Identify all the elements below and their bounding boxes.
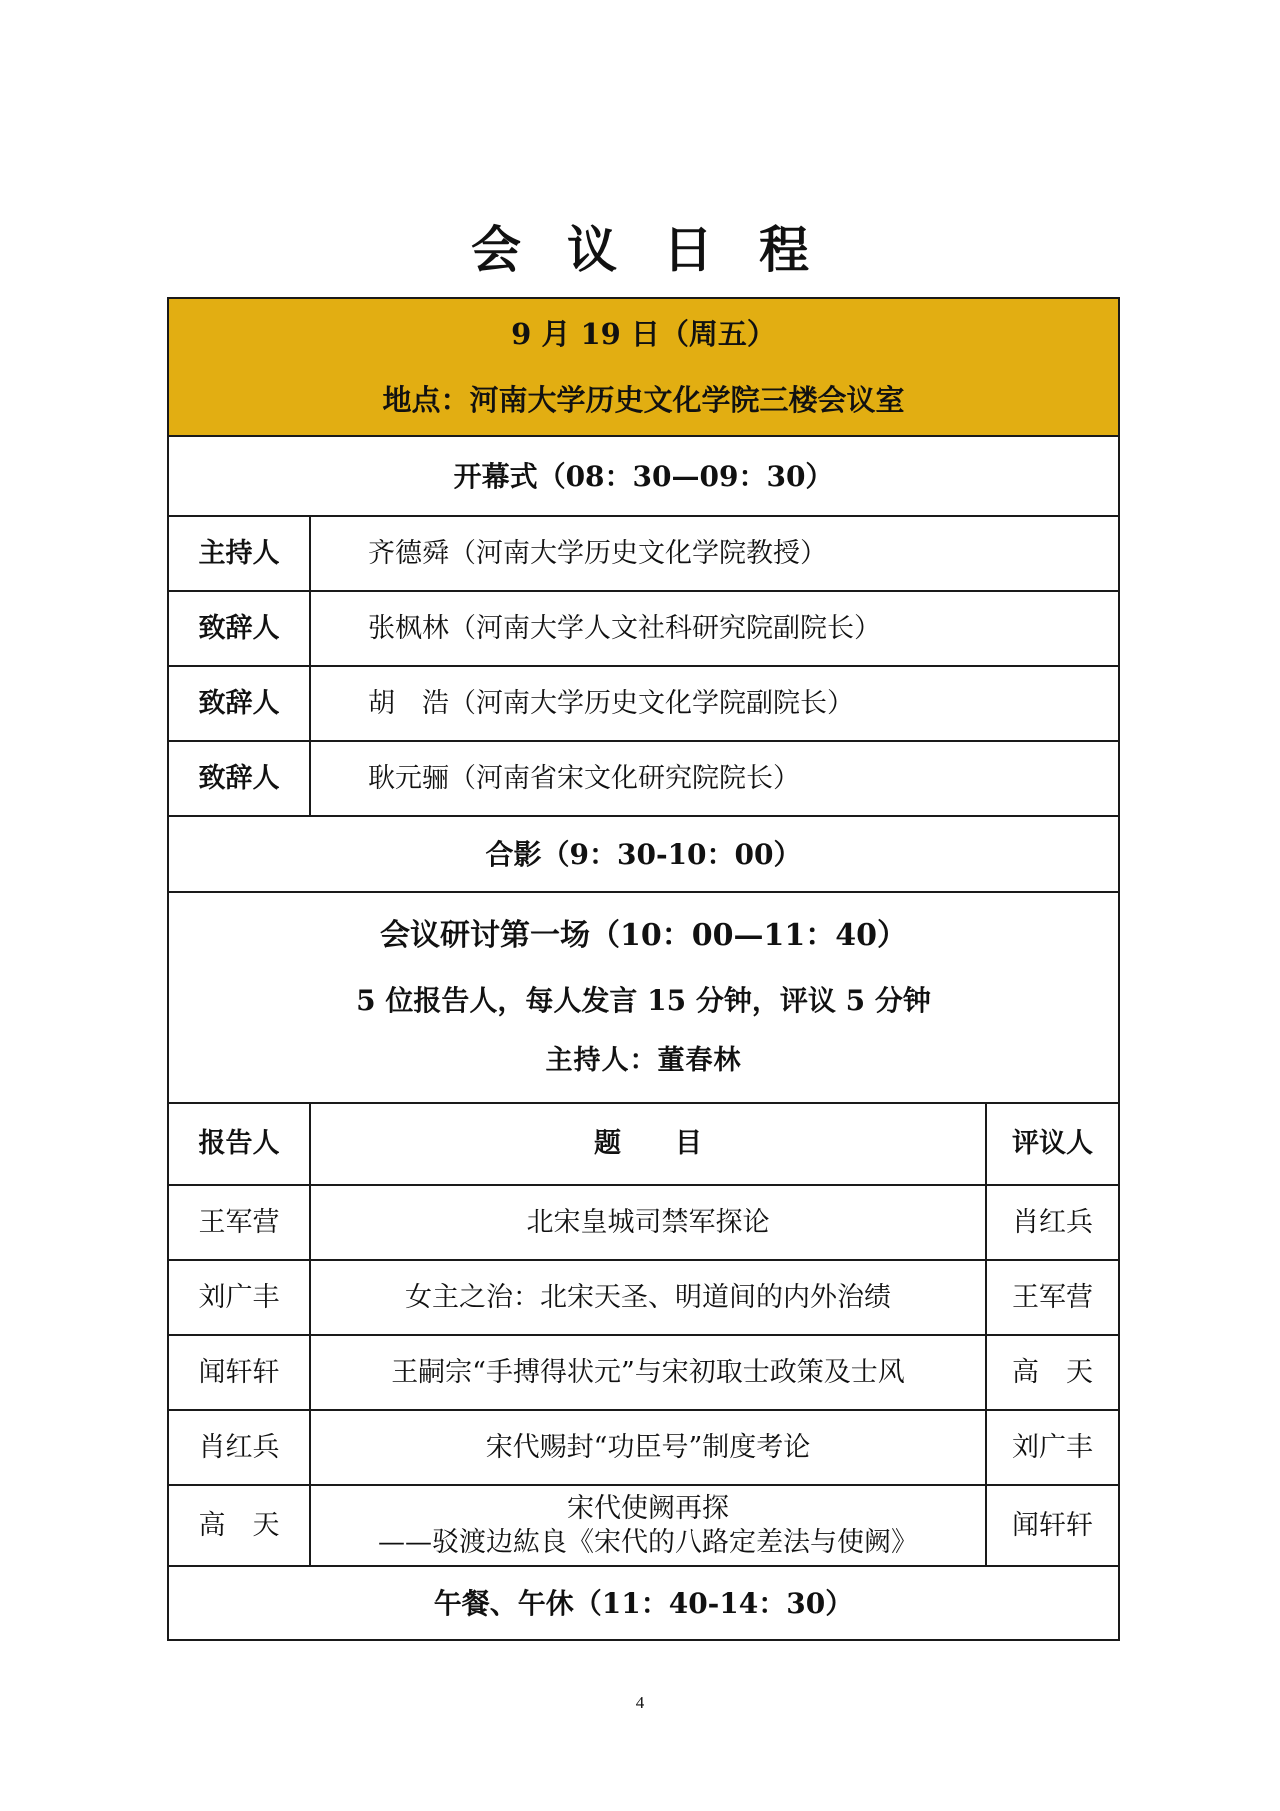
col-header-topic: 题 目 — [310, 1103, 986, 1185]
table-row — [168, 1260, 1119, 1335]
role-person: 张枫林（河南大学人文社科研究院副院长） — [310, 591, 1119, 666]
page-number: 4 — [635, 1693, 645, 1712]
session-header-row — [168, 892, 1119, 1103]
schedule-table — [167, 297, 1120, 1641]
session-host: 主持人：董春林 — [545, 1044, 742, 1076]
photo-title: 合影（9：30-10：00） — [168, 816, 1119, 892]
session-subtitle: 5 位报告人，每人发言 15 分钟，评议 5 分钟 — [356, 983, 931, 1017]
opening-row — [168, 436, 1119, 516]
discussant-cell: 高 天 — [986, 1335, 1119, 1410]
topic-cell — [310, 1485, 986, 1566]
role-label: 主持人 — [168, 516, 310, 591]
topic-cell: 北宋皇城司禁军探论 — [310, 1185, 986, 1260]
topic-line: 宋代使阙再探 — [567, 1492, 729, 1524]
session-header — [168, 892, 1119, 1103]
role-label: 致辞人 — [168, 741, 310, 816]
lunch-row — [168, 1566, 1119, 1640]
topic-cell: 王嗣宗“手搏得状元”与宋初取士政策及士风 — [310, 1335, 986, 1410]
col-header-speaker: 报告人 — [168, 1103, 310, 1185]
role-row — [168, 666, 1119, 741]
role-row — [168, 741, 1119, 816]
speaker-cell: 王军营 — [168, 1185, 310, 1260]
speaker-cell: 刘广丰 — [168, 1260, 310, 1335]
day-header-row — [168, 298, 1119, 436]
speaker-cell: 闻轩轩 — [168, 1335, 310, 1410]
day-location: 地点：河南大学历史文化学院三楼会议室 — [382, 383, 905, 417]
lunch-title: 午餐、午休（11：40-14：30） — [168, 1566, 1119, 1640]
table-row — [168, 1410, 1119, 1485]
role-person: 耿元骊（河南省宋文化研究院院长） — [310, 741, 1119, 816]
topic-cell: 宋代赐封“功臣号”制度考论 — [310, 1410, 986, 1485]
topic-subline: ——驳渡边紘良《宋代的八路定差法与使阙》 — [378, 1526, 918, 1558]
discussant-cell: 肖红兵 — [986, 1185, 1119, 1260]
table-row — [168, 1485, 1119, 1566]
session-title: 会议研讨第一场（10：00—11：40） — [380, 918, 907, 954]
opening-title: 开幕式（08：30—09：30） — [168, 436, 1119, 516]
role-row — [168, 516, 1119, 591]
table-row — [168, 1185, 1119, 1260]
role-label: 致辞人 — [168, 666, 310, 741]
role-person: 齐德舜（河南大学历史文化学院教授） — [310, 516, 1119, 591]
role-row — [168, 591, 1119, 666]
discussant-cell: 闻轩轩 — [986, 1485, 1119, 1566]
topic-cell: 女主之治：北宋天圣、明道间的内外治绩 — [310, 1260, 986, 1335]
column-header-row — [168, 1103, 1119, 1185]
day-header — [168, 298, 1119, 436]
speaker-cell: 高 天 — [168, 1485, 310, 1566]
day-date: 9 月 19 日（周五） — [511, 316, 776, 351]
role-person: 胡 浩（河南大学历史文化学院副院长） — [310, 666, 1119, 741]
role-label: 致辞人 — [168, 591, 310, 666]
discussant-cell: 刘广丰 — [986, 1410, 1119, 1485]
table-row — [168, 1335, 1119, 1410]
discussant-cell: 王军营 — [986, 1260, 1119, 1335]
col-header-discussant: 评议人 — [986, 1103, 1119, 1185]
speaker-cell: 肖红兵 — [168, 1410, 310, 1485]
photo-row — [168, 816, 1119, 892]
page-title: 会议日程 — [471, 220, 855, 279]
